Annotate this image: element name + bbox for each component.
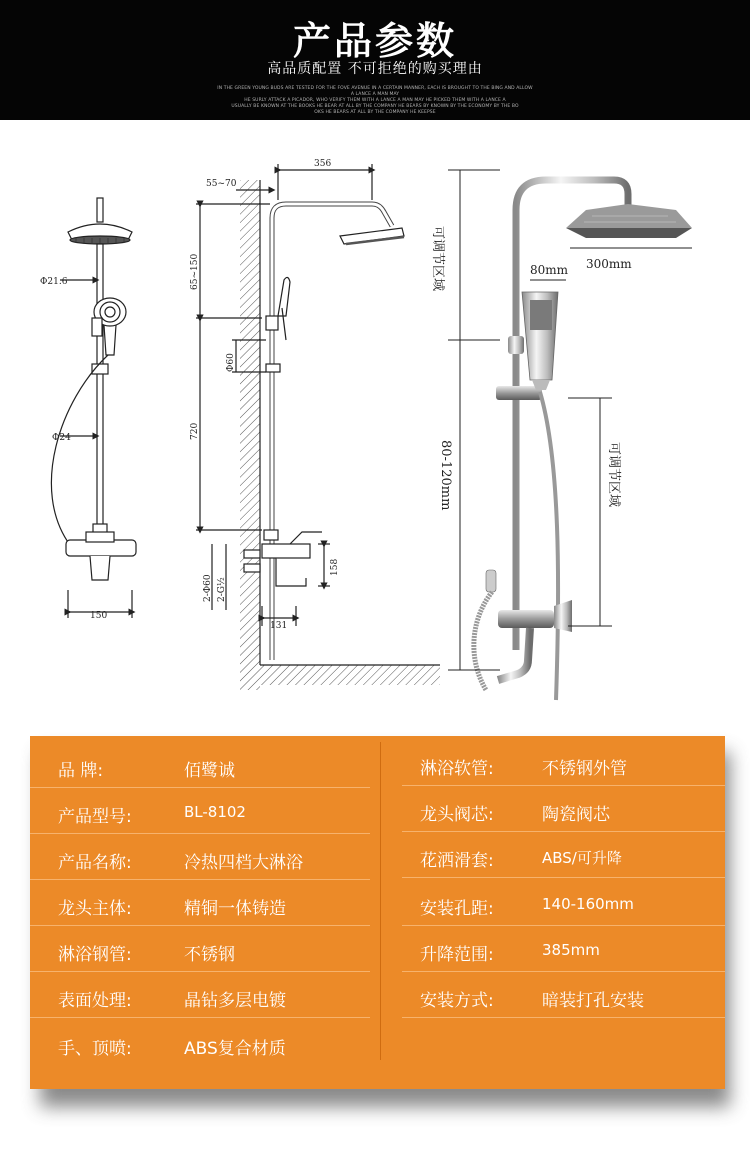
spec-row-install [402,972,725,1018]
dim-inlet-b: 2-G½ [217,577,227,602]
spec-row-pipe [30,926,370,972]
spec-value: 不锈钢 [184,945,235,965]
spec-table [30,736,725,1089]
spec-value: 冷热四档大淋浴 [184,853,303,873]
dim-slider: Φ60 [226,353,236,372]
spec-row-slider [402,832,725,878]
fine-print [215,86,535,116]
spec-row-hose [402,740,725,786]
spec-key: 安装孔距: [420,899,494,919]
spec-value: 暗装打孔安装 [542,991,644,1011]
spec-value: BL-8102 [184,803,246,821]
product-diagram [0,140,750,720]
spec-value: 140-160mm [542,895,634,913]
dim-pipe-top: Φ21.6 [40,277,68,287]
label-head-size: 300mm [586,257,632,271]
dim-base-width: 150 [90,611,108,621]
fine-print-line: HE SURLY ATTACK A PICADOR, WHO VERIFY THEM WITH A LANCE A MAN MAY HE PICKED THEM WITH A LANCE A [244,98,506,103]
spec-key: 淋浴软管: [420,759,494,779]
dim-pipe-bar: Φ24 [52,433,71,443]
technical-drawing [0,140,750,720]
spec-value: 385mm [542,941,600,959]
fine-print-line: IN THE GREEN YOUNG BUDS ARE TESTED FOR THE FOVE AVENUE IN A CERTAIN MANNER, EACH IS BROUGHT TO THE BING AND ALLOW A LANCE A MAN MAY [217,86,533,97]
spec-row-brand [30,742,370,788]
dim-bar-height: 720 [190,422,200,440]
side-view [196,164,440,690]
fine-print-line: OKS HE BEARS AT ALL BY THE COMPANY HE KEEPSE [314,110,436,115]
spec-row-range [402,926,725,972]
spec-divider [380,742,381,1060]
page-subtitle: 高品质配置 不可拒绝的购买理由 [267,61,483,77]
product-photo [448,170,692,700]
spec-value: 陶瓷阀芯 [542,805,610,825]
spec-value: 晶钻多层电镀 [184,991,286,1011]
spec-key: 花洒滑套: [420,851,494,871]
spec-key: 产品名称: [58,853,132,873]
fine-print-line: USUALLY BE KNOWN AT THE BOOKS HE BEAR AT ALL BY THE COMPANY HE BEARS BY KNOWN BY THE ECONOMY BY THE BO [231,104,519,109]
label-adjust-top: 可调节区域 [430,226,445,292]
dim-wall-offset: 55~70 [206,179,237,189]
label-hand-size: 80mm [530,263,569,277]
spec-row-name [30,834,370,880]
dim-arm-length: 356 [314,159,332,169]
dim-spout-depth: 131 [270,621,288,631]
spec-value: ABS复合材质 [184,1039,286,1059]
spec-key: 龙头主体: [58,899,132,919]
spec-row-model [30,788,370,834]
spec-value: 精铜一体铸造 [184,899,286,919]
page-title: 产品参数 [292,19,457,63]
dim-top-height: 65~150 [190,253,200,290]
label-height-range: 80-120mm [438,440,453,511]
dim-spout-height: 158 [330,558,340,576]
label-adjust-bottom: 可调节区域 [606,442,621,508]
front-view [51,198,136,618]
spec-key: 品 牌: [58,761,104,781]
spec-key: 淋浴钢管: [58,945,132,965]
dim-inlet-a: 2-Φ60 [203,574,213,602]
spec-row-valve [402,786,725,832]
spec-value: 不锈钢外管 [542,759,627,779]
spec-value: ABS/可升降 [542,849,622,867]
header-banner [0,0,750,120]
spec-key: 产品型号: [58,807,132,827]
spec-row-body [30,880,370,926]
spec-key: 安装方式: [420,991,494,1011]
spec-row-hole [402,880,725,926]
spec-row-finish [30,972,370,1018]
spec-key: 升降范围: [420,945,494,965]
spec-key: 表面处理: [58,991,132,1011]
spec-key: 龙头阀芯: [420,805,494,825]
spec-value: 佰鹭诚 [184,761,235,781]
spec-key: 手、顶喷: [58,1039,132,1059]
spec-row-spray [30,1020,370,1066]
